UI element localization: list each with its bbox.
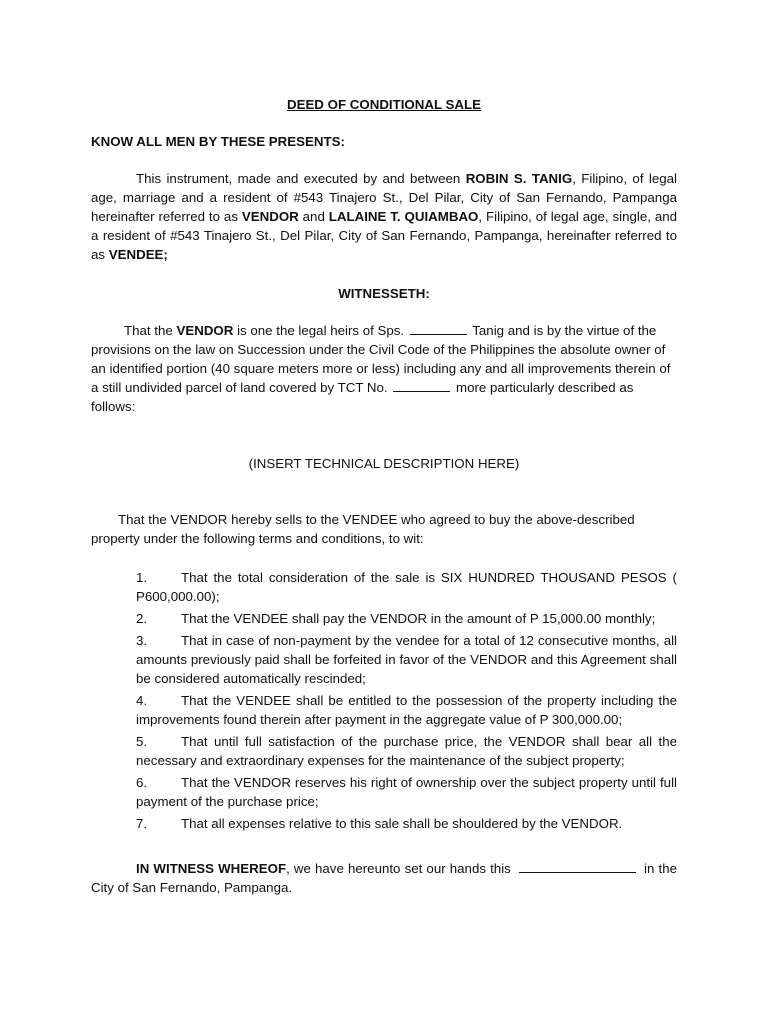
term-text: That all expenses relative to this sale shall be shouldered by the VENDOR. (181, 816, 623, 831)
date-blank (519, 860, 636, 873)
closing-text-1: , we have hereunto set our hands this (286, 861, 515, 876)
term-number: 5. (136, 734, 148, 749)
term-text: That the VENDEE shall pay the VENDOR in the amount of P 15,000.00 monthly; (181, 611, 656, 626)
term-number: 2. (136, 611, 148, 626)
vendee-name: LALAINE T. QUIAMBAO (328, 209, 479, 224)
term-number: 6. (136, 775, 148, 790)
term-text: That the total consideration of the sale is SIX HUNDRED THOUSAND PESOS ( P600,000.00); (136, 570, 677, 604)
know-all-heading: KNOW ALL MEN BY THESE PRESENTS: (91, 134, 345, 149)
term-item (136, 631, 677, 688)
intro-text-1: This instrument, made and executed by and between (136, 171, 466, 186)
term-item (136, 568, 677, 606)
para1-vendor: VENDOR (176, 323, 234, 338)
technical-description-placeholder: (INSERT TECHNICAL DESCRIPTION HERE) (248, 456, 520, 471)
para1-text-1: That the (124, 323, 177, 338)
term-number: 1. (136, 570, 148, 585)
intro-text-4: , Filipino, of legal age, single, and a resident of #543 Tinajero St., Del Pilar, City of San Fernando, Pampanga, hereinafter referred to as (91, 209, 678, 262)
term-item (136, 609, 677, 628)
term-text: That until full satisfaction of the purchase price, the VENDOR shall bear all the necessary and extraordinary expenses for the maintenance of the subject property; (136, 734, 677, 768)
term-number: 3. (136, 633, 148, 648)
term-item (136, 773, 677, 811)
intro-paragraph (91, 169, 677, 264)
para1-text-3: Tanig and is by the virtue of the provisions on the law on Succession under the Civil Code of the Philippines the absolute owner of an identified portion (40 square meters more or less) including any and all improvements therein of a still undivided parcel of land covered by TCT No. (91, 323, 671, 395)
term-item (136, 814, 677, 833)
tct-number-blank (393, 379, 450, 392)
spouses-name-blank (410, 322, 467, 335)
intro-text-2: , Filipino, of legal age, marriage and a resident of #543 Tinajero St., Del Pilar, City of San Fernando, Pampanga hereinafter referred to as (91, 171, 677, 224)
vendee-label: VENDEE; (108, 247, 168, 262)
term-text: That the VENDEE shall be entitled to the possession of the property including the improvements found therein after payment in the aggregate value of P 300,000.00; (136, 693, 677, 727)
term-text: That in case of non-payment by the vendee for a total of 12 consecutive months, all amounts previously paid shall be forfeited in favor of the VENDOR and this Agreement shall be considered automatically rescinded; (136, 633, 677, 686)
term-number: 4. (136, 693, 148, 708)
closing-text-2: in the City of San Fernando, Pampanga. (91, 861, 677, 895)
sale-terms-intro: That the VENDOR hereby sells to the VENDEE who agreed to buy the above-described property under the following terms and conditions, to wit: (91, 512, 635, 546)
vendor-name: ROBIN S. TANIG (465, 171, 573, 186)
term-number: 7. (136, 816, 148, 831)
witness-whereof-bold: IN WITNESS WHEREOF (136, 861, 287, 876)
term-item (136, 691, 677, 729)
term-text: That the VENDOR reserves his right of ownership over the subject property until full payment of the purchase price; (136, 775, 677, 809)
para1-text-4: more particularly described as follows: (91, 380, 634, 414)
term-item (136, 732, 677, 770)
intro-text-3: and (298, 209, 329, 224)
witnesseth-heading: WITNESSETH: (338, 286, 430, 301)
terms-list (136, 568, 677, 836)
legal-heir-paragraph (91, 321, 677, 416)
vendor-label: VENDOR (241, 209, 299, 224)
para1-text-2: is one the legal heirs of Sps. (233, 323, 408, 338)
document-title: DEED OF CONDITIONAL SALE (286, 97, 482, 112)
witness-whereof-paragraph (91, 859, 677, 897)
